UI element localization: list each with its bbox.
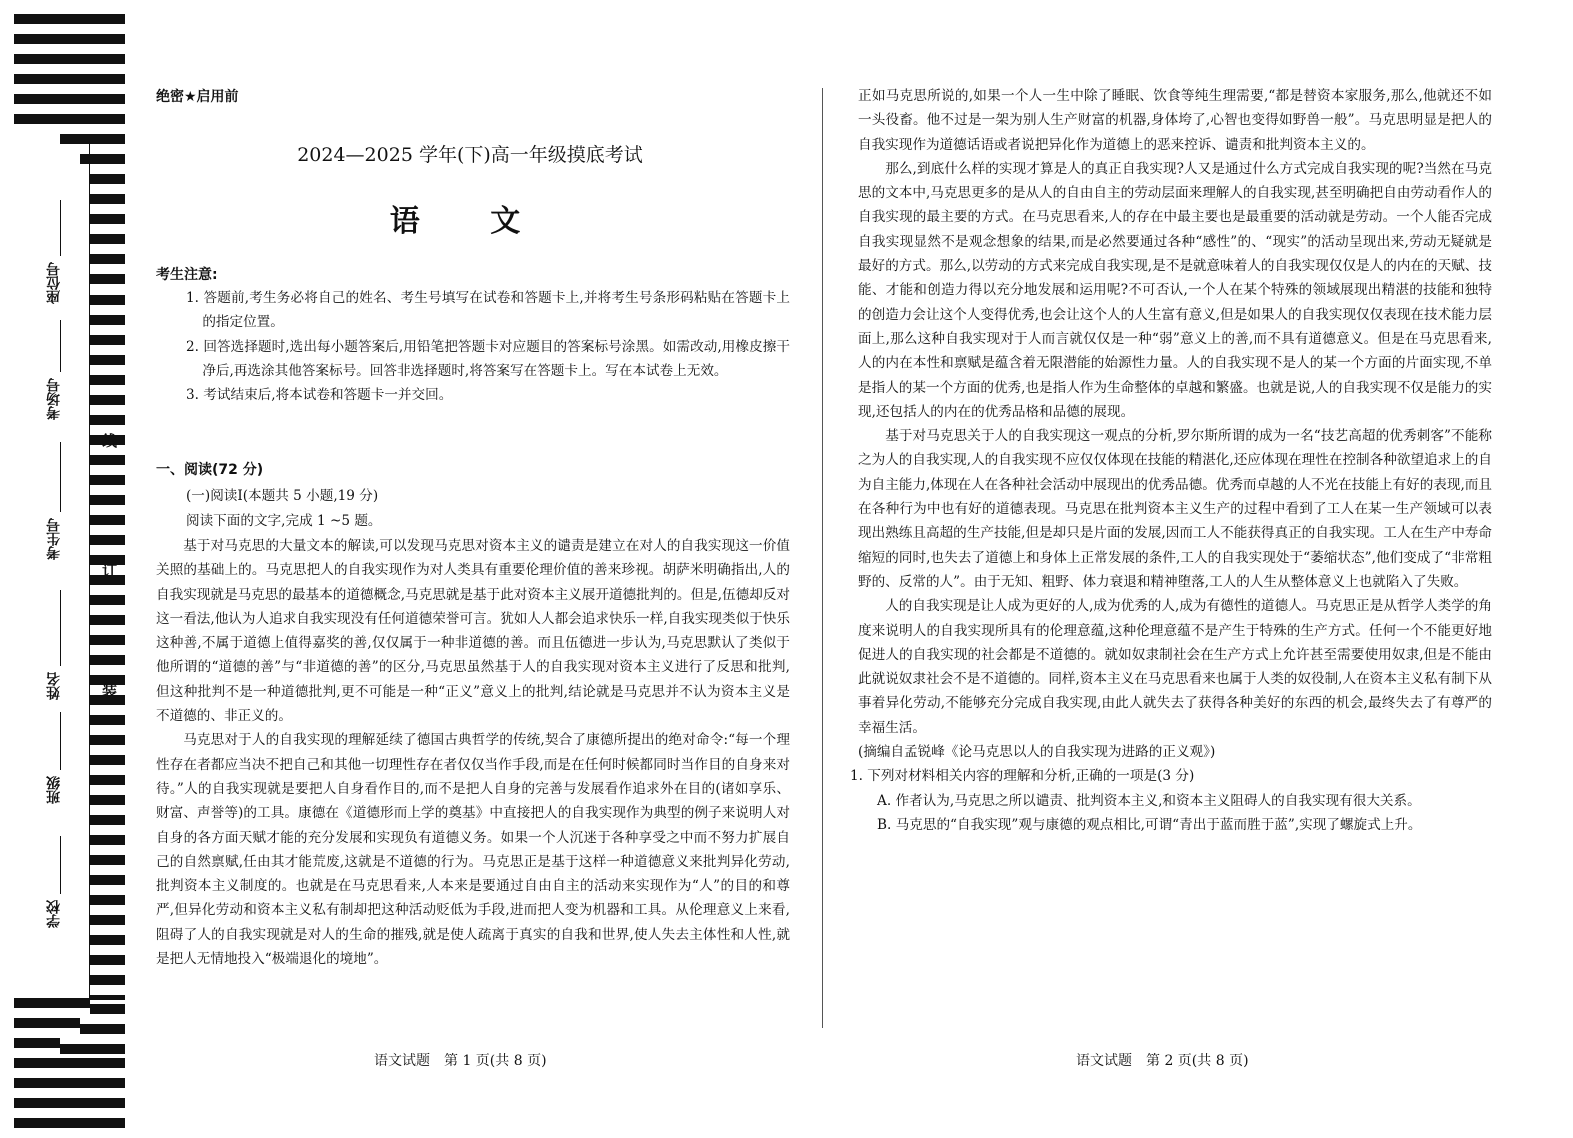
sub-section-heading: (一)阅读Ⅰ(本题共 5 小题,19 分) <box>186 488 379 504</box>
barcode-stripe <box>90 254 125 264</box>
page-divider <box>822 88 823 1028</box>
room-label: 考场号 <box>46 378 62 420</box>
page-footer-right: 语文试题 第 2 页(共 8 页) <box>1076 1053 1249 1069</box>
subject-title: 语 文 <box>389 204 551 239</box>
barcode-stripe <box>80 1024 125 1034</box>
barcode-stripe <box>14 14 125 24</box>
binding-margin <box>0 0 125 1138</box>
cut-mark-line: 线 <box>102 432 118 450</box>
name-blank <box>60 590 61 666</box>
confidential-mark: 绝密★启用前 <box>156 89 239 105</box>
class-label: 班级 <box>46 776 62 804</box>
passage-paragraph: 那么,到底什么样的实现才算是人的真正自我实现?人又是通过什么方式完成自我实现的呢?当然在马克思的文本中,马克思更多的是从人的自由自主的劳动层面来理解人的自我实现,甚至明确把自由劳动看作人的自我实现的最主要的方式。在马克思看来,人的存在中最主要也是最重要的活动就是劳动。一个人能否完成自我实现显然不是观念想象的结果,而是必然要通过各种“感性”的、“现实”的活动呈现出来,劳动无疑就是最好的方式。那么,以劳动的方式来完成自我实现,是不是就意味着人的自我实现仅仅是人的内在的天赋、技能、才能和创造力得以充分地发展和运用呢?不可否认,一个人在某个特殊的领域展现出精湛的技能和独特的创造力会让这个人变得优秀,也会让这个人的人生富有意义,但是如果人的自我实现仅仅表现在技术能力层面上,那么这种自我实现对于人而言就仅仅是一种“弱”意义上的善,而不具有道德意义。但是在马克思看来,人的内在本性和禀赋是蕴含着无限潜能的始源性力量。人的自我实现不是人的某一个方面的片面实现,不单是指人的某一个方面的优秀,也是指人作为生命整体的卓越和繁盛。也就是说,人的自我实现不仅是能力的实现,还包括人的内在的优秀品格和品德的展现。 <box>858 160 1492 420</box>
question-stem: 1. 下列对材料相关内容的理解和分析,正确的一项是(3 分) <box>850 768 1195 785</box>
barcode-stripe <box>14 94 125 104</box>
barcode-stripe <box>90 174 125 184</box>
reading-instruction: 阅读下面的文字,完成 1 ~5 题。 <box>186 513 382 529</box>
barcode-stripes-middle <box>90 295 125 1000</box>
class-blank <box>60 712 61 770</box>
cut-mark-zhuang: 装 <box>102 682 118 700</box>
barcode-stripe <box>80 154 125 164</box>
notice-list <box>186 286 790 407</box>
notice-item: 2. 回答选择题时,选出每小题答案后,用铅笔把答题卡对应题目的答案标号涂黑。如需改动,用橡皮擦干净后,再选涂其他答案标号。回答非选择题时,将答案写在答题卡上。写在本试卷上无效。 <box>186 338 790 379</box>
barcode-stripe <box>14 998 90 1008</box>
school-label: 学校 <box>46 900 62 928</box>
exam-no-blank <box>60 442 61 512</box>
barcode-stripe <box>90 234 125 244</box>
barcode-stripe <box>14 1118 125 1128</box>
barcode-stripe <box>14 114 125 124</box>
left-passage <box>156 534 790 971</box>
notice-item: 3. 考试结束后,将本试卷和答题卡一并交回。 <box>186 387 453 404</box>
barcode-stripe <box>90 274 125 284</box>
binding-line <box>89 140 90 1000</box>
page-footer-left: 语文试题 第 1 页(共 8 页) <box>374 1053 547 1069</box>
passage-paragraph: 基于对马克思的大量文本的解读,可以发现马克思对资本主义的谴责是建立在对人的自我实现这一价值关照的基础上的。马克思把人的自我实现作为对人类具有重要伦理价值的善来珍视。胡萨米明确指出,人的自我实现就是马克思的最基本的道德概念,马克思就是基于此对资本主义展开道德批判的。但是,伍德却反对这一看法,他认为人追求自我实现没有任何道德荣誉可言。犹如人人都会追求快乐一样,自我实现类似于快乐这种善,不属于道德上值得嘉奖的善,仅仅属于一种非道德的善。而且伍德进一步认为,马克思默认了类似于他所谓的“道德的善”与“非道德的善”的区分,马克思虽然基于人的自我实现对资本主义进行了反思和批判,但这种批判不是一种道德批判,更不可能是一种“正义”意义上的批判,结论就是马克思并不认为资本主义是不道德的、非正义的。 <box>156 538 790 725</box>
seat-label: 座位号 <box>46 262 62 304</box>
notice-item: 1. 答题前,考生务必将自己的姓名、考生号填写在试卷和答题卡上,并将考生号条形码粘贴在答题卡上的指定位置。 <box>186 290 790 331</box>
exam-no-label: 考生号 <box>46 518 62 560</box>
exam-title: 2024—2025 学年(下)高一年级摸底考试 <box>297 144 643 166</box>
barcode-stripe <box>90 214 125 224</box>
passage-source: (摘编自孟锐峰《论马克思以人的自我实现为进路的正义观》) <box>858 744 1216 761</box>
name-label: 姓名 <box>46 672 62 700</box>
barcode-stripe <box>90 1004 125 1014</box>
barcode-stripe <box>14 1038 60 1048</box>
right-passage <box>850 84 1492 837</box>
barcode-stripe <box>14 74 125 84</box>
barcode-stripe <box>14 1078 125 1088</box>
notice-heading: 考生注意: <box>156 267 218 283</box>
section-heading: 一、阅读(72 分) <box>156 462 264 478</box>
question-option: A. 作者认为,马克思之所以谴责、批判资本主义,和资本主义阻碍人的自我实现有很大关系。 <box>877 792 1421 809</box>
seat-blank <box>60 200 61 256</box>
passage-paragraph: 基于对马克思关于人的自我实现这一观点的分析,罗尔斯所谓的成为一名“技艺高超的优秀刺客”不能称之为人的自我实现,人的自我实现不应仅仅体现在技能的精湛化,还应体现在理性在控制各种欲望追求上的自为自主能力,体现在人在各种社会活动中展现出的优秀品德。优秀而卓越的人不光在技能上有好的表现,而且在各种行为中也有好的道德表现。马克思在批判资本主义生产的过程中看到了工人在某一生产领域可以表现出熟练且高超的生产技能,但是却只是片面的发展,因而工人不能获得真正的自我实现。工人在生产中寿命缩短的同时,也失去了道德上和身体上正常发展的条件,工人的自我实现处于“萎缩状态”,他们变成了“非常粗野的、反常的人”。由于无知、粗野、体力衰退和精神堕落,工人的人生从整体意义上也就陷入了失败。 <box>858 428 1492 590</box>
passage-paragraph: 正如马克思所说的,如果一个人一生中除了睡眠、饮食等纯生理需要,“都是替资本家服务,那么,他就还不如一头役畜。他不过是一架为别人生产财富的机器,身体垮了,心智也变得如野兽一般”。马克思明显是把人的自我实现作为道德话语或者说把异化作为道德上的恶来控诉、谴责和批判资本主义的。 <box>858 88 1492 153</box>
barcode-stripe <box>14 1098 125 1108</box>
passage-paragraph: 人的自我实现是让人成为更好的人,成为优秀的人,成为有德性的道德人。马克思正是从哲学人类学的角度来说明人的自我实现所具有的伦理意蕴,这种伦理意蕴不是产生于特殊的生产方式。任何一个不能更好地促进人的自我实现的社会都是不道德的。就如奴隶制社会在生产方式上允许甚至需要使用奴隶,但是不能由此就说奴隶社会不是不道德的。同样,资本主义在马克思看来也属于人类的奴役制,人在资本主义私有制下从事着异化劳动,不能够充分完成自我实现,由此人就失去了获得各种美好的东西的机会,最终失去了有尊严的幸福生活。 <box>858 598 1492 736</box>
room-blank <box>60 320 61 372</box>
question-option: B. 马克思的“自我实现”观与康德的观点相比,可谓“青出于蓝而胜于蓝”,实现了螺旋式上升。 <box>877 816 1422 833</box>
school-blank <box>60 836 61 894</box>
barcode-stripe <box>60 134 125 144</box>
barcode-stripe <box>14 34 125 44</box>
barcode-stripe <box>60 1044 125 1054</box>
barcode-stripe <box>90 194 125 204</box>
cut-mark-ding: 订 <box>102 562 118 580</box>
barcode-stripe <box>14 54 125 64</box>
passage-paragraph: 马克思对于人的自我实现的理解延续了德国古典哲学的传统,契合了康德所提出的绝对命令:“每一个理性存在者都应当决不把自己和其他一切理性存在者仅仅当作手段,而是在任何时候都同时当作目的自身来对待。”人的自我实现就是要把人自身看作目的,而不是把人自身的完善与发展看作追求外在目的(诸如享乐、财富、声誉等)的工具。康德在《道德形而上学的奠基》中直接把人的自我实现作为典型的例子来说明人对自身的各方面天赋才能的充分发展和实现负有道德义务。如果一个人沉迷于各种享受之中而不努力扩展自己的自然禀赋,任由其才能荒废,这就是不道德的行为。马克思正是基于这样一种道德意义来批判异化劳动,批判资本主义制度的。也就是在马克思看来,人本来是要通过自由自主的活动来实现作为“人”的目的和尊严,但异化劳动和资本主义私有制却把这种活动贬低为手段,进而把人变为机器和工具。从伦理意义上来看,阻碍了人的自我实现就是对人的生命的摧残,就是使人疏离于真实的自我和世界,使人失去主体性和人性,就是把人无情地投入“极端退化的境地”。 <box>156 732 790 968</box>
barcode-stripe <box>14 1058 125 1068</box>
barcode-stripe <box>14 1018 80 1028</box>
